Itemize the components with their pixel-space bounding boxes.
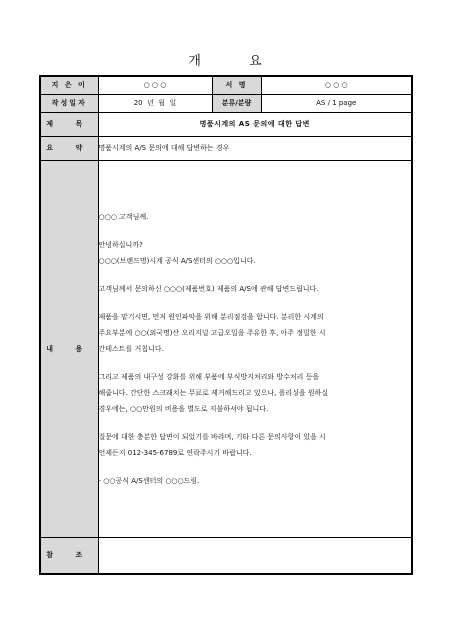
category-value: AS / 1 page xyxy=(261,94,412,112)
intro-line-1: 안녕하십니까? xyxy=(98,240,143,249)
date-label: 작성일자 xyxy=(40,94,98,112)
reference-row xyxy=(40,537,412,574)
summary-row xyxy=(40,136,412,160)
treatment-paragraph xyxy=(99,369,412,417)
signature-label: 서 명 xyxy=(212,76,261,94)
content-row xyxy=(40,160,412,537)
page-title: 개 요 xyxy=(188,54,284,69)
service-line-2: 주요부분에 ○○(외국명)산 오리지널 고급오일을 주유한 후, 아주 정밀한 시 xyxy=(98,328,326,337)
treatment-line-3: 경우에는, ○○만원의 비용을 별도로 지불하셔야 됩니다. xyxy=(98,404,269,413)
signature-paragraph xyxy=(99,473,412,489)
intro-paragraph xyxy=(99,237,412,269)
signature-value: ○ ○ ○ xyxy=(261,76,412,94)
summary-label: 요 약 xyxy=(40,136,98,160)
subject-label: 제 목 xyxy=(40,112,98,136)
summary-form-table xyxy=(39,75,413,575)
subject-value: 명품시계의 AS 문의에 대한 답변 xyxy=(98,112,412,136)
closing-paragraph xyxy=(99,429,412,461)
service-line-1: 제품을 맡기시면, 먼저 원인파악을 위해 분리점검을 합니다. 분리한 시계의 xyxy=(98,312,324,321)
signature-line: - ○○공식 A/S센터의 ○○○드림. xyxy=(98,476,200,485)
response-line: 고객님께서 문의하신 ○○○(제품번호) 제품의 A/S에 관해 답변드립니다. xyxy=(98,284,319,293)
treatment-line-2: 해줍니다. 간단한 스크래치는 무료로 제거해드리고 있으나, 폴리싱을 원하실 xyxy=(98,388,329,397)
category-label: 분류/분량 xyxy=(212,94,261,112)
closing-line-2: 언제든지 012-345-6789로 연락주시기 바랍니다. xyxy=(98,448,252,457)
content-label: 내 용 xyxy=(40,160,98,537)
reference-label: 참 조 xyxy=(40,537,98,574)
treatment-line-1: 그리고 제품의 내구성 강화를 위해 부품에 부식방지처리와 방수처리 등을 xyxy=(98,372,320,381)
summary-value: 명품시계의 A/S 문의에 대해 답변하는 경우 xyxy=(98,136,412,160)
greeting-paragraph xyxy=(99,209,412,225)
response-paragraph xyxy=(99,281,412,297)
closing-line-1: 질문에 대한 충분한 답변이 되었기를 바라며, 기타 다른 문의사항이 있을 시 xyxy=(98,432,326,441)
intro-line-2: ○○○(브랜드명)시계 공식 A/S센터의 ○○○입니다. xyxy=(98,256,256,265)
date-row xyxy=(40,94,412,112)
reference-value xyxy=(98,537,412,574)
author-label: 지 은 이 xyxy=(40,76,98,94)
service-paragraph xyxy=(99,309,412,357)
author-row xyxy=(40,76,412,94)
author-value: ○ ○ ○ xyxy=(98,76,212,94)
greeting-line: ○○○ 고객님께. xyxy=(98,212,149,221)
date-value: 20 년 월 일 xyxy=(98,94,212,112)
service-line-3: 간테스트를 거칩니다. xyxy=(98,344,164,353)
content-body xyxy=(98,160,412,537)
subject-row xyxy=(40,112,412,136)
